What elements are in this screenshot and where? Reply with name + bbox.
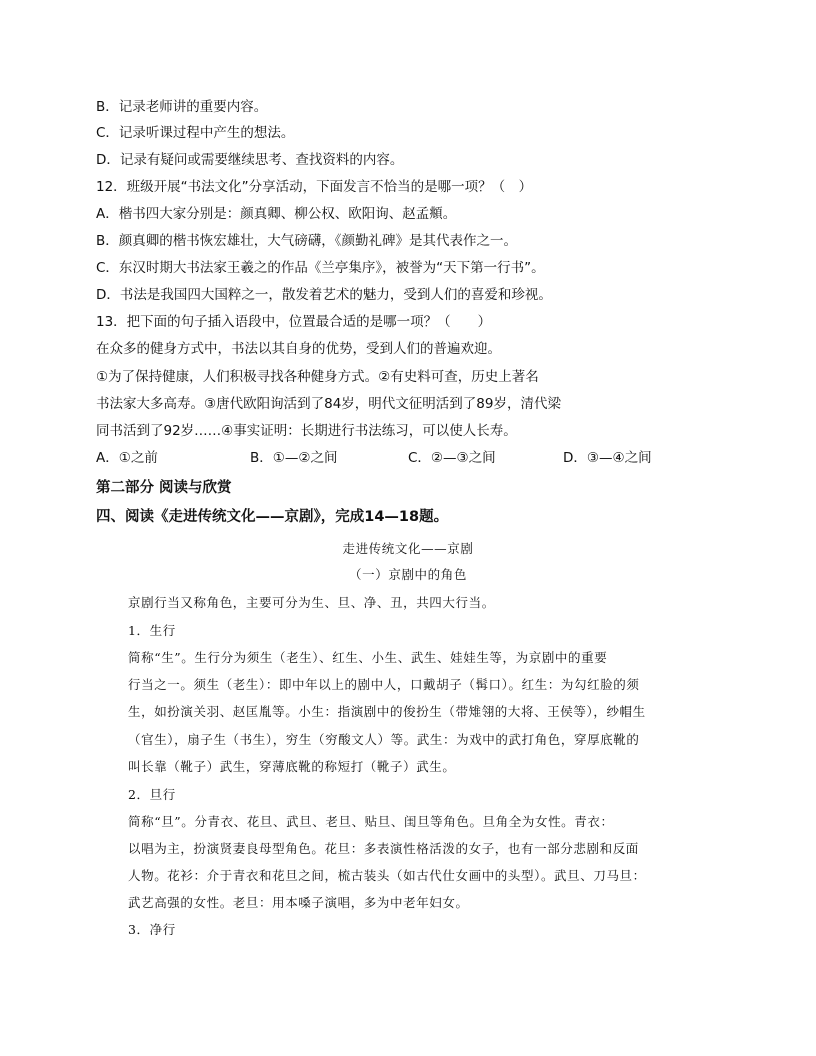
passage-line: 以唱为主，扮演贤妻良母型角色。花旦：多表演性格活泼的女子，也有一部分悲剧和反面 [128,841,639,856]
passage-line: 人物。花衫：介于青衣和花旦之间，梳古装头（如古代仕女画中的头型）。武旦、刀马旦： [128,868,646,883]
passage-line: 2．旦行 [128,787,176,802]
heading-part2: 第二部分 阅读与欣赏 [96,480,232,496]
text-line-q12: 12．班级开展“书法文化”分享活动，下面发言不恰当的是哪一项？（ ） [96,179,533,195]
heading-sec4: 四、阅读《走进传统文化——京剧》，完成14—18题。 [96,509,449,525]
passage-line: 3．净行 [128,922,176,937]
passage-line: 京剧行当又称角色，主要可分为生、旦、净、丑，共四大行当。 [128,595,495,610]
passage-line: 武艺高强的女性。老旦：用本嗓子演唱，多为中老年妇女。 [128,895,469,910]
text-line-q12c: C．东汉时期大书法家王羲之的作品《兰亭集序》，被誉为“天下第一行书”。 [96,260,545,276]
text-line-c: C．记录听课过程中产生的想法。 [96,125,295,141]
passage-line: 行当之一。须生（老生）：即中年以上的剧中人，口戴胡子（髯口）。红生：为勾红脸的须 [128,677,640,692]
text-line-q13: 13．把下面的句子插入语段中，位置最合适的是哪一项？（ ） [96,314,492,330]
passage-line: 简称“旦”。分青衣、花旦、武旦、老旦、贴旦、闺旦等角色。旦角全为女性。青衣： [128,814,614,829]
text-line-b: B．记录老师讲的重要内容。 [96,99,268,115]
text-line-q13p1: ①为了保持健康，人们积极寻找各种健身方式。②有史料可查，历史上著名 [96,369,539,385]
text-line-q12a: A．楷书四大家分别是：颜真卿、柳公权、欧阳询、赵孟頫。 [96,206,457,222]
passage-line: 简称“生”。生行分为须生（老生）、红生、小生、武生、娃娃生等，为京剧中的重要 [128,650,608,665]
answer-option: D．③—④之间 [563,450,652,466]
text-line-q13p3: 同书活到了92岁……④事实证明：长期进行书法练习，可以使人长寿。 [96,423,517,439]
answer-option: B．①—②之间 [250,450,338,466]
passage-line: （官生），扇子生（书生），穷生（穷酸文人）等。武生：为戏中的武打角色，穿厚底靴的 [128,732,640,747]
answer-option: A．①之前 [96,450,158,466]
text-line-d: D．记录有疑问或需要继续思考、查找资料的内容。 [96,152,404,168]
text-line-q12d: D．书法是我国四大国粹之一，散发着艺术的魅力，受到人们的喜爱和珍视。 [96,287,552,303]
passage-line: 叫长靠（靴子）武生，穿薄底靴的称短打（靴子）武生。 [128,759,456,774]
passage-line: 生，如扮演关羽、赵匡胤等。小生：指演剧中的俊扮生（带雉翎的大将、王侯等），纱帽生 [128,704,646,719]
text-line-q13p2: 书法家大多高寿。③唐代欧阳询活到了84岁，明代文征明活到了89岁，清代梁 [96,396,561,412]
passage-title: 走进传统文化——京剧 [342,541,474,556]
text-line-q12b: B．颜真卿的楷书恢宏雄壮，大气磅礴，《颜勤礼碑》是其代表作之一。 [96,233,518,249]
text-line-q13s: 在众多的健身方式中，书法以其自身的优势，受到人们的普遍欢迎。 [96,341,501,357]
passage-subtitle: （一）京剧中的角色 [349,567,467,582]
passage-line: 1．生行 [128,623,176,638]
answer-option: C．②—③之间 [408,450,496,466]
